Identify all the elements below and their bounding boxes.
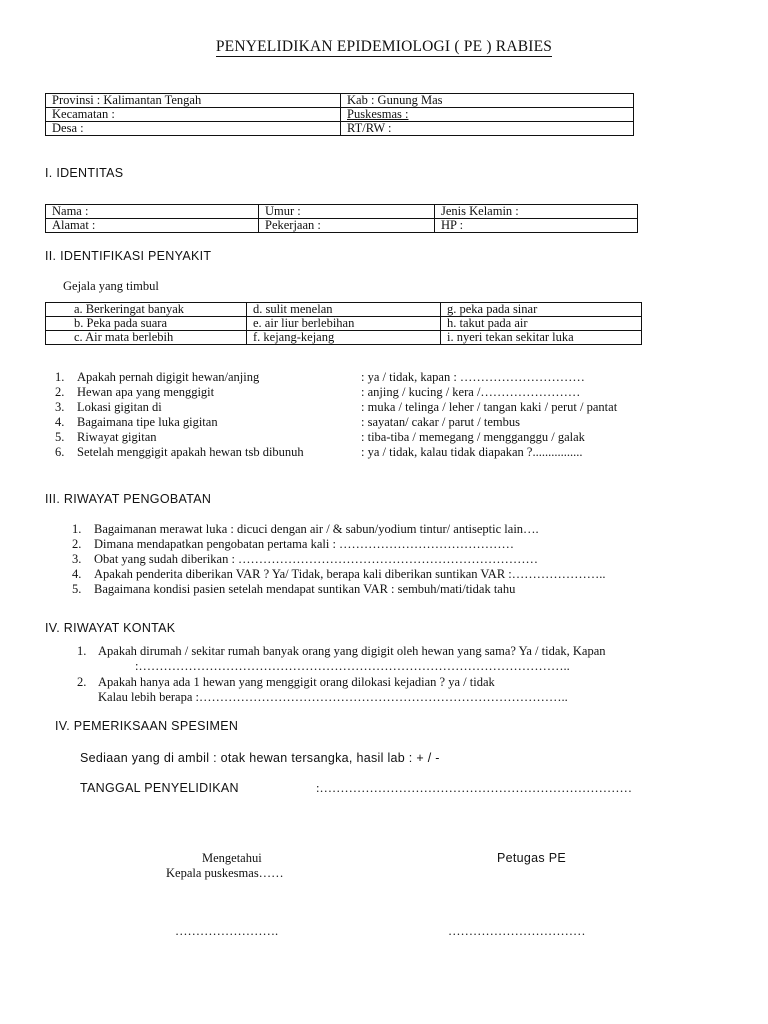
field-nama: Nama : — [46, 205, 259, 219]
list-item: 5. Bagaimana kondisi pasien setelah mendapat suntikan VAR : sembuh/mati/tidak tahu — [72, 582, 516, 596]
contact-fill-1: :………………………………………………………………………………………….. — [135, 659, 570, 673]
list-item: 3. Lokasi gigitan di — [55, 400, 162, 414]
list-item: 6. Setelah menggigit apakah hewan tsb dibunuh — [55, 445, 304, 459]
table-row — [46, 303, 642, 317]
identity-table — [45, 204, 638, 233]
list-item: 2. Hewan apa yang menggigit — [55, 385, 215, 399]
table-row — [46, 219, 638, 233]
contact-number-1: 1. — [77, 644, 87, 658]
field-puskesmas: Puskesmas : — [341, 108, 634, 122]
answer: : anjing / kucing / kera /…………………… — [361, 385, 581, 399]
section-pemeriksaan-spesimen: IV. PEMERIKSAAN SPESIMEN — [55, 719, 239, 733]
table-row — [46, 331, 642, 345]
symptom-f: f. kejang-kejang — [247, 331, 441, 345]
field-jenis-kelamin: Jenis Kelamin : — [435, 205, 638, 219]
tanggal-label: TANGGAL PENYELIDIKAN — [80, 781, 239, 795]
symptom-e: e. air liur berlebihan — [247, 317, 441, 331]
contact-question-2: Apakah hanya ada 1 hewan yang menggigit orang dilokasi kejadian ? ya / tidak — [98, 675, 495, 689]
sign-left-line: ……………………. — [175, 924, 279, 938]
field-desa: Desa : — [46, 122, 341, 136]
symptom-h: h. takut pada air — [441, 317, 642, 331]
sign-left-subtitle: Kepala puskesmas…… — [166, 866, 284, 880]
field-hp: HP : — [435, 219, 638, 233]
list-item: 1. Apakah pernah digigit hewan/anjing — [55, 370, 260, 384]
section-riwayat-kontak: IV. RIWAYAT KONTAK — [45, 621, 176, 635]
symptom-c: c. Air mata berlebih — [46, 331, 247, 345]
contact-fill-2: Kalau lebih berapa :…………………………………………………………………………….. — [98, 690, 568, 704]
symptom-b: b. Peka pada suara — [46, 317, 247, 331]
field-kecamatan: Kecamatan : — [46, 108, 341, 122]
list-item: 4. Apakah penderita diberikan VAR ? Ya/ Tidak, berapa kali diberikan suntikan VAR :………………….. — [72, 567, 606, 581]
contact-question-1: Apakah dirumah / sekitar rumah banyak orang yang digigit oleh hewan yang sama? Ya / tidak, Kapan — [98, 644, 606, 658]
list-item: 3. Obat yang sudah diberikan : ……………………………………………………………… — [72, 552, 539, 566]
field-umur: Umur : — [259, 205, 435, 219]
field-provinsi: Provinsi : Kalimantan Tengah — [46, 94, 341, 108]
field-rtrw: RT/RW : — [341, 122, 634, 136]
field-kab: Kab : Gunung Mas — [341, 94, 634, 108]
contact-number-2: 2. — [77, 675, 87, 689]
answer: : ya / tidak, kalau tidak diapakan ?................ — [361, 445, 583, 459]
answer: : sayatan/ cakar / parut / tembus — [361, 415, 520, 429]
sign-right-line: …………………………… — [448, 924, 586, 938]
list-item: 4. Bagaimana tipe luka gigitan — [55, 415, 218, 429]
sign-left-title: Mengetahui — [202, 851, 262, 865]
answer: : muka / telinga / leher / tangan kaki / perut / pantat — [361, 400, 618, 414]
symptom-i: i. nyeri tekan sekitar luka — [441, 331, 642, 345]
answer: : ya / tidak, kapan : ………………………… — [361, 370, 585, 384]
list-item: 5. Riwayat gigitan — [55, 430, 157, 444]
location-table — [45, 93, 634, 136]
field-pekerjaan: Pekerjaan : — [259, 219, 435, 233]
page-title: PENYELIDIKAN EPIDEMIOLOGI ( PE ) RABIES — [215, 38, 553, 55]
section-riwayat-pengobatan: III. RIWAYAT PENGOBATAN — [45, 492, 212, 506]
sediaan-text: Sediaan yang di ambil : otak hewan tersangka, hasil lab : + / - — [80, 751, 440, 765]
symptom-g: g. peka pada sinar — [441, 303, 642, 317]
table-row — [46, 317, 642, 331]
sign-right-title: Petugas PE — [497, 851, 567, 865]
table-row — [46, 108, 634, 122]
field-alamat: Alamat : — [46, 219, 259, 233]
table-row — [46, 94, 634, 108]
list-item: 2. Dimana mendapatkan pengobatan pertama kali : …………………………………… — [72, 537, 515, 551]
section-identitas: I. IDENTITAS — [45, 166, 124, 180]
tanggal-fill: :………………………………………………………………… — [316, 781, 632, 795]
table-row — [46, 122, 634, 136]
section-identifikasi-penyakit: II. IDENTIFIKASI PENYAKIT — [45, 249, 212, 263]
symptom-a: a. Berkeringat banyak — [46, 303, 247, 317]
table-row — [46, 205, 638, 219]
symptoms-table — [45, 302, 642, 345]
gejala-title: Gejala yang timbul — [63, 279, 159, 293]
symptom-d: d. sulit menelan — [247, 303, 441, 317]
list-item: 1. Bagaimanan merawat luka : dicuci dengan air / & sabun/yodium tintur/ antiseptic lain…. — [72, 522, 539, 536]
answer: : tiba-tiba / memegang / mengganggu / galak — [361, 430, 585, 444]
